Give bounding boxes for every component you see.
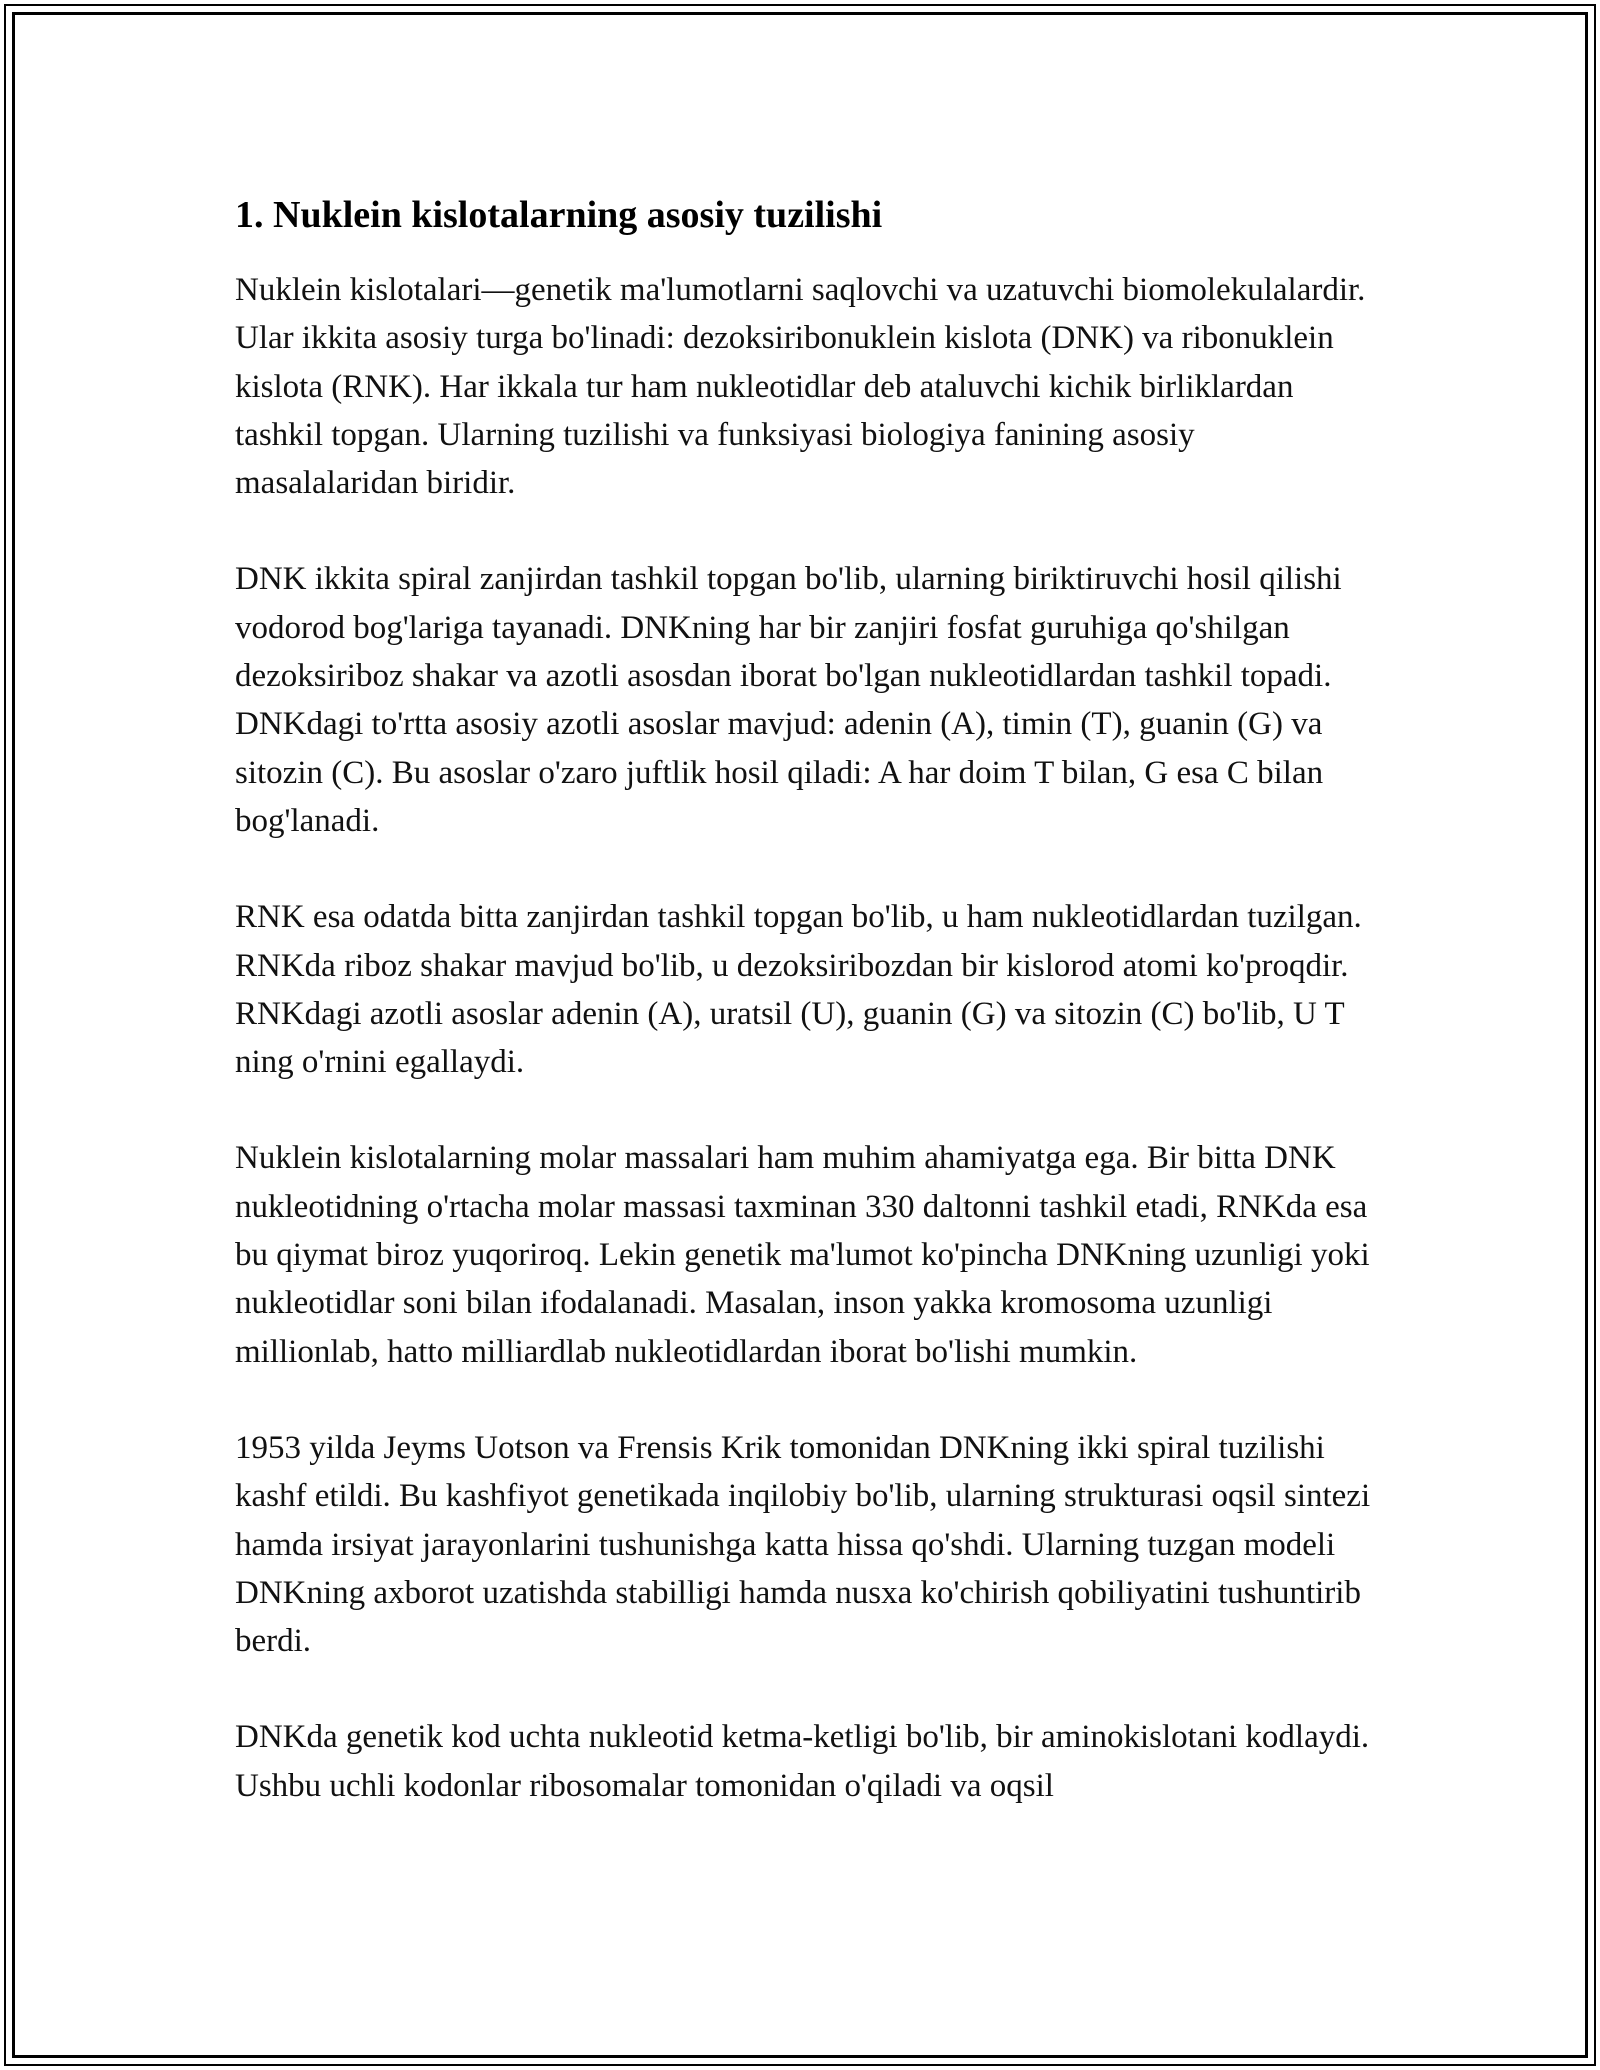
paragraph-rnk-structure: RNK esa odatda bitta zanjirdan tashkil topgan bo'lib, u ham nukleotidlardan tuzilgan. RNKda riboz shakar mavjud bo'lib, u dezoksiribozdan bir kislorod atomi ko'proqdir. RNKdagi azotli asoslar adenin (A), uratsil (U), guanin (G) va sitozin (C) bo'lib, U T ning o'rnini egallaydi. — [235, 899, 1362, 1081]
paragraph-genetic-code: DNKda genetik kod uchta nukleotid ketma-ketligi bo'lib, bir aminokislotani kodlaydi. Ushbu uchli kodonlar ribosomalar tomonidan o'qiladi va oqsil — [235, 1719, 1370, 1804]
paragraph-dnk-structure: DNK ikkita spiral zanjirdan tashkil topgan bo'lib, ularning biriktiruvchi hosil qilishi vodorod bog'lariga tayanadi. DNKning har bir zanjiri fosfat guruhiga qo'shilgan dezoksiriboz shakar va azotli asosdan iborat bo'lgan nukleotidlardan tashkil topadi. DNKdagi to'rtta asosiy azotli asoslar mavjud: adenin (A), timin (T), guanin (G) va sitozin (C). Bu asoslar o'zaro juftlik hosil qiladi: A har doim T bilan, G esa C bilan bog'lanadi. — [235, 561, 1342, 839]
section-heading: 1. Nuklein kislotalarning asosiy tuzilishi — [235, 194, 883, 236]
paragraph-intro: Nuklein kislotalari—genetik ma'lumotlarni saqlovchi va uzatuvchi biomolekulalardir. Ular ikkita asosiy turga bo'linadi: dezoksiribonuklein kislota (DNK) va ribonuklein kislota (RNK). Har ikkala tur ham nukleotidlar deb ataluvchi kichik birliklardan tashkil topgan. Ularning tuzilishi va funksiyasi biologiya fanining asosiy masalalaridan biridir. — [235, 272, 1366, 502]
paragraph-molar-mass: Nuklein kislotalarning molar massalari ham muhim ahamiyatga ega. Bir bitta DNK nukleotidning o'rtacha molar massasi taxminan 330 daltonni tashkil etadi, RNKda esa bu qiymat biroz yuqoriroq. Lekin genetik ma'lumot ko'pincha DNKning uzunligi yoki nukleotidlar soni bilan ifodalanadi. Masalan, inson yakka kromosoma uzunligi millionlab, hatto milliardlab nukleotidlardan iborat bo'lishi mumkin. — [235, 1140, 1370, 1370]
document-body — [235, 188, 1375, 1858]
paragraph-watson-crick: 1953 yilda Jeyms Uotson va Frensis Krik tomonidan DNKning ikki spiral tuzilishi kashf etildi. Bu kashfiyot genetikada inqilobiy bo'lib, ularning strukturasi oqsil sintezi hamda irsiyat jarayonlarini tushunishga katta hissa qo'shdi. Ularning tuzgan modeli DNKning axborot uzatishda stabilligi hamda nusxa ko'chirish qobiliyatini tushuntirib berdi. — [235, 1429, 1371, 1660]
